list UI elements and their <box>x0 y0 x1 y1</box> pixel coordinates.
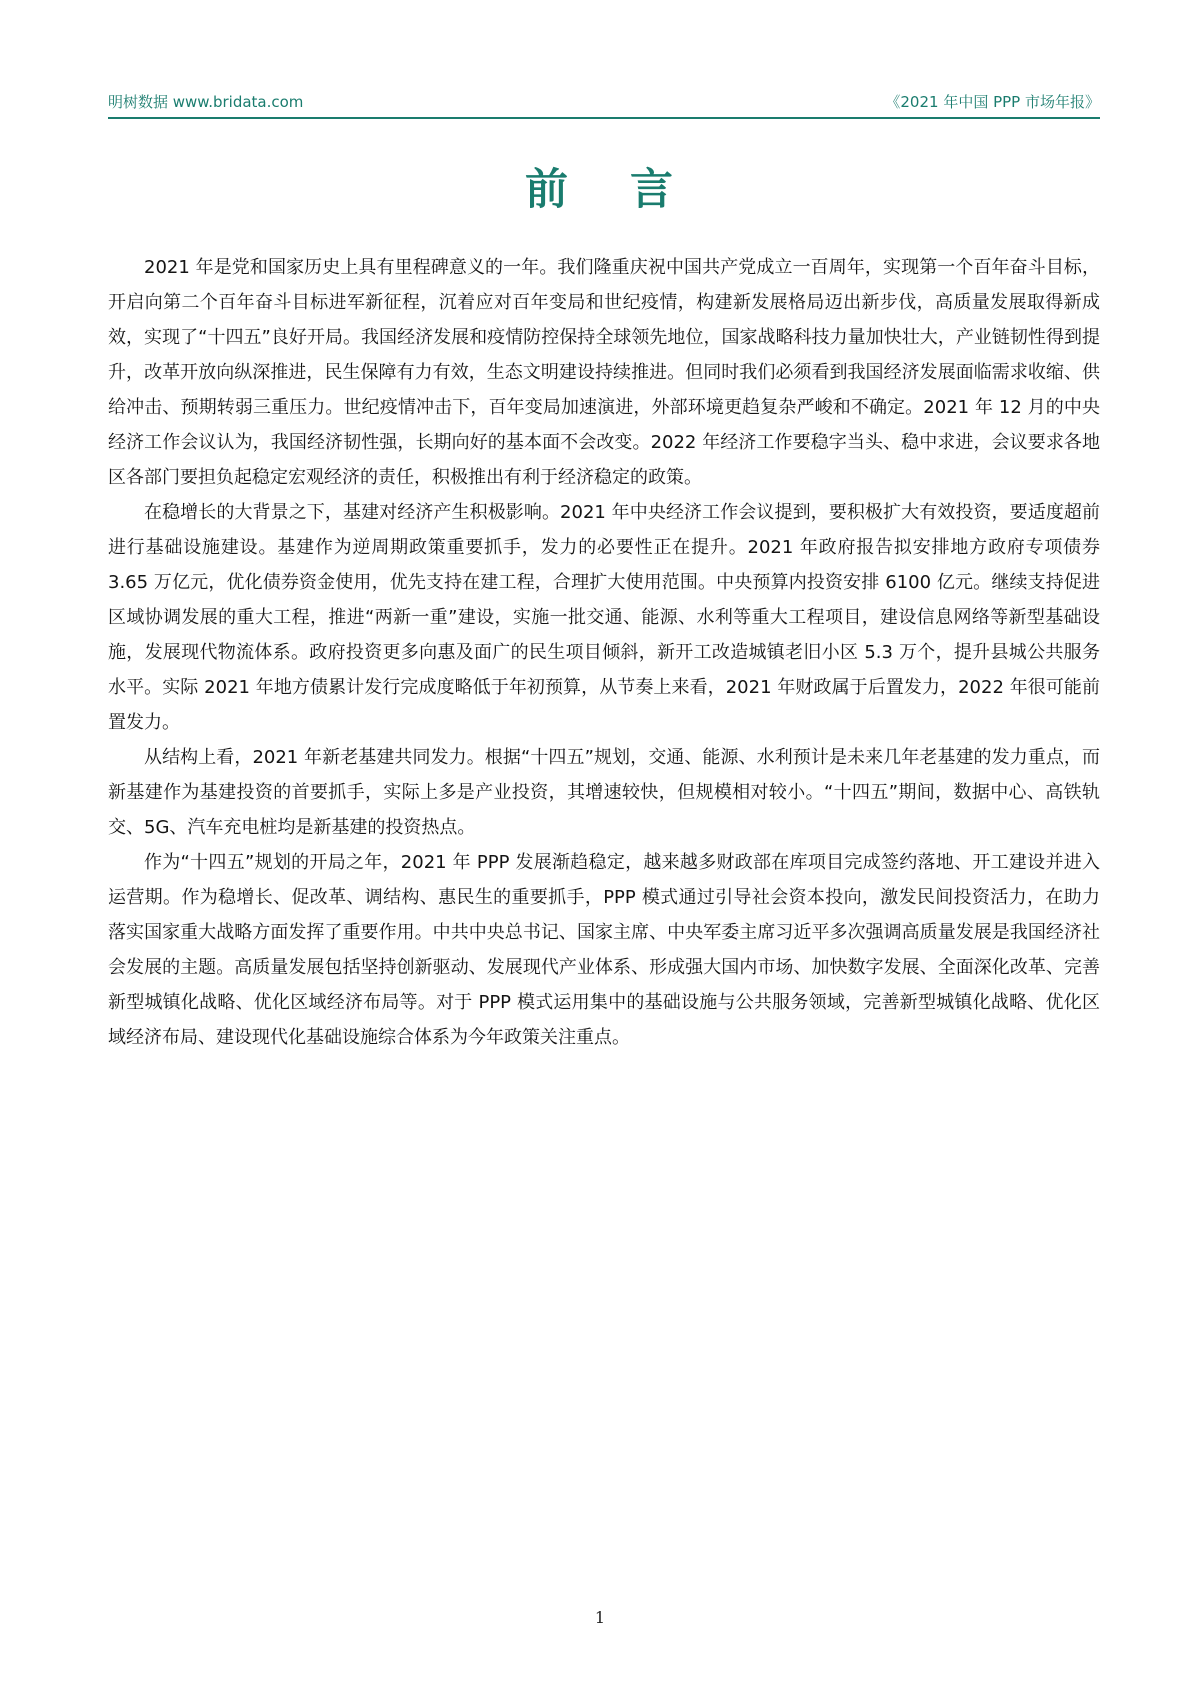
header-divider <box>108 117 1100 119</box>
header-site-name: 明树数据 www.bridata.com <box>108 93 304 111</box>
page-number: 1 <box>594 1608 606 1627</box>
header-report-title: 《2021 年中国 PPP 市场年报》 <box>885 93 1100 111</box>
page-title-char-2: 言 <box>630 165 675 215</box>
page-title-char-1: 前 <box>525 165 570 215</box>
paragraph-2: 在稳增长的大背景之下，基建对经济产生积极影响。2021 年中央经济工作会议提到，要积极扩大有效投资，要适度超前进行基础设施建设。基建作为逆周期政策重要抓手，发力的必要性正在提升。2021 年政府报告拟安排地方政府专项债券 3.65 万亿元，优化债券资金使用，优先支持在建工程，合理扩大使用范围。中央预算内投资安排 6100 亿元。继续支持促进区域协调发展的重大工程，推进“两新一重”建设，实施一批交通、能源、水利等重大工程项目，建设信息网络等新型基础设施，发展现代物流体系。政府投资更多向惠及面广的民生项目倾斜，新开工改造城镇老旧小区 5.3 万个，提升县城公共服务水平。实际 2021 年地方债累计发行完成度略低于年初预算，从节奏上来看，2021 年财政属于后置发力，2022 年很可能前置发力。 <box>108 502 1100 733</box>
paragraph-3: 从结构上看，2021 年新老基建共同发力。根据“十四五”规划，交通、能源、水利预计是未来几年老基建的发力重点，而新基建作为基建投资的首要抓手，实际上多是产业投资，其增速较快，但规模相对较小。“十四五”期间，数据中心、高铁轨交、5G、汽车充电桩均是新基建的投资热点。 <box>108 747 1100 838</box>
paragraph-4: 作为“十四五”规划的开局之年，2021 年 PPP 发展渐趋稳定，越来越多财政部在库项目完成签约落地、开工建设并进入运营期。作为稳增长、促改革、调结构、惠民生的重要抓手，PPP 模式通过引导社会资本投向，激发民间投资活力，在助力落实国家重大战略方面发挥了重要作用。中共中央总书记、国家主席、中央军委主席习近平多次强调高质量发展是我国经济社会发展的主题。高质量发展包括坚持创新驱动、发展现代产业体系、形成强大国内市场、加快数字发展、全面深化改革、完善新型城镇化战略、优化区域经济布局等。对于 PPP 模式运用集中的基础设施与公共服务领域，完善新型城镇化战略、优化区域经济布局、建设现代化基础设施综合体系为今年政策关注重点。 <box>108 852 1100 1048</box>
page-title <box>0 163 1200 217</box>
preface-body <box>108 250 1100 1055</box>
page-header <box>108 90 1100 120</box>
paragraph-1: 2021 年是党和国家历史上具有里程碑意义的一年。我们隆重庆祝中国共产党成立一百周年，实现第一个百年奋斗目标，开启向第二个百年奋斗目标进军新征程，沉着应对百年变局和世纪疫情，构建新发展格局迈出新步伐，高质量发展取得新成效，实现了“十四五”良好开局。我国经济发展和疫情防控保持全球领先地位，国家战略科技力量加快壮大，产业链韧性得到提升，改革开放向纵深推进，民生保障有力有效，生态文明建设持续推进。但同时我们必须看到我国经济发展面临需求收缩、供给冲击、预期转弱三重压力。世纪疫情冲击下，百年变局加速演进，外部环境更趋复杂严峻和不确定。2021 年 12 月的中央经济工作会议认为，我国经济韧性强，长期向好的基本面不会改变。2022 年经济工作要稳字当头、稳中求进，会议要求各地区各部门要担负起稳定宏观经济的责任，积极推出有利于经济稳定的政策。 <box>108 257 1100 488</box>
